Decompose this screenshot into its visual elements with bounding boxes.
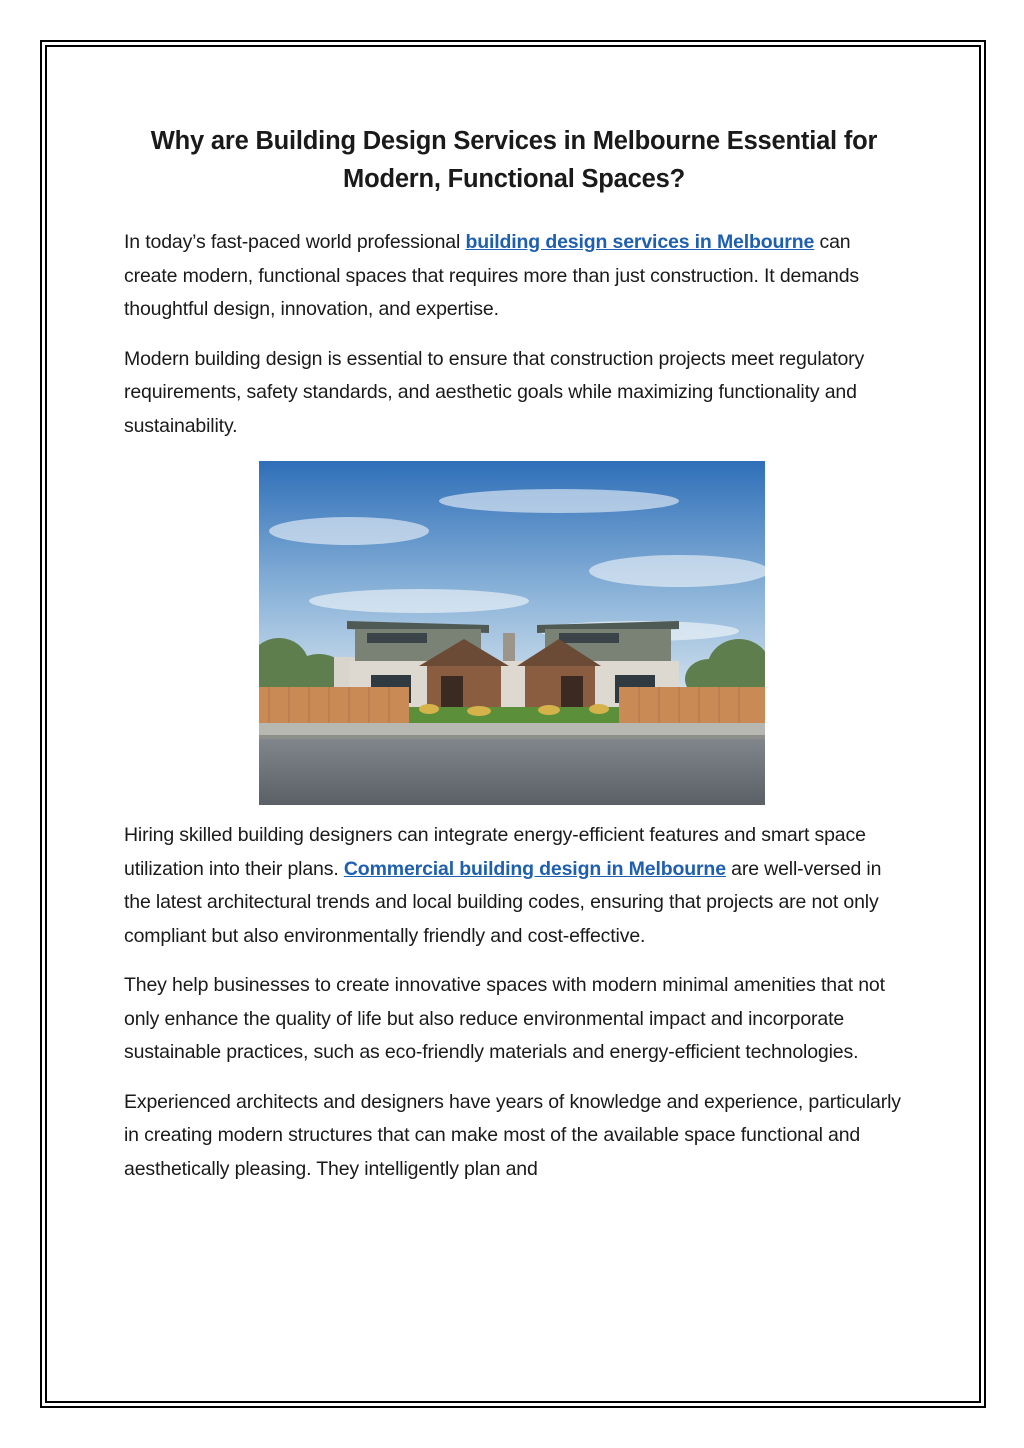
paragraph-hiring-text-after: are well-versed in the latest architectural trends and local building codes, ensuring that projects are not only compliant but also environmentally friendly and cost-effective. [124,857,882,947]
paragraph-hiring-designers [124,819,904,953]
house-photo-icon [259,461,765,805]
document-body [124,122,904,1186]
house-photo [259,461,765,805]
paragraph-intro [124,226,904,327]
title-line-2: Modern, Functional Spaces? [343,165,685,193]
paragraph-intro-text-after: can create modern, functional spaces that requires more than just construction. It demands thoughtful design, innovation, and expertise. [124,231,859,320]
page-title [124,122,904,198]
paragraph-innovative-spaces: They help businesses to create innovative spaces with modern minimal amenities that not only enhance the quality of life but also reduce environmental impact and incorporate sustainable practices, such as eco-friendly materials and energy-efficient technologies. [124,974,885,1063]
paragraph-intro-text-before: In today’s fast-paced world professional [124,231,466,253]
building-design-services-link[interactable]: building design services in Melbourne [465,231,815,253]
paragraph-experienced-architects: Experienced architects and designers have years of knowledge and experience, particularly in creating modern structures that can make most of the available space functional and aesthetically pleasing. They intelligently plan and [124,1090,901,1180]
title-line-1: Why are Building Design Services in Melbourne Essential for [150,127,878,155]
paragraph-hiring-text-before: Hiring skilled building designers can integrate energy-efficient features and smart space utilization into their plans. [124,824,866,880]
commercial-building-design-link[interactable]: Commercial building design in Melbourne [343,857,726,880]
paragraph-modern-design: Modern building design is essential to ensure that construction projects meet regulatory requirements, safety standards, and aesthetic goals while maximizing functionality and sustainability. [124,347,865,437]
